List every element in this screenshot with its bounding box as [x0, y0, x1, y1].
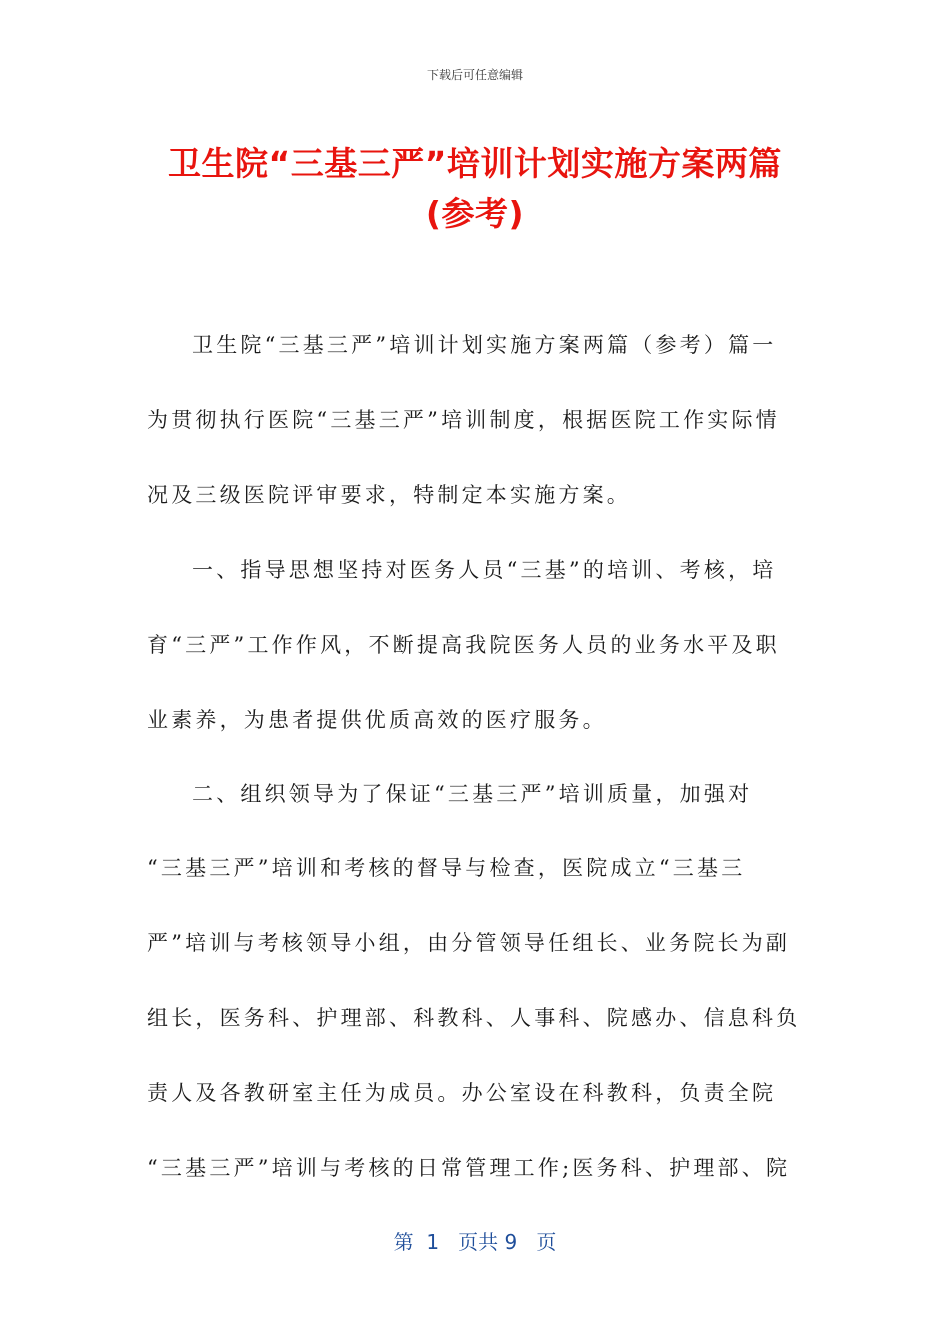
body-line-11: 责人及各教研室主任为成员。办公室设在科教科，负责全院: [147, 1081, 777, 1105]
body-line-9: 严”培训与考核领导小组，由分管领导任组长、业务院长为副: [147, 931, 791, 955]
header-note: 下载后可任意编辑: [426, 68, 523, 82]
body-line-3: 况及三级医院评审要求，特制定本实施方案。: [147, 483, 631, 507]
body-line-7: 二、组织领导为了保证“三基三严”培训质量，加强对: [192, 782, 753, 806]
body-line-12: “三基三严”培训与考核的日常管理工作;医务科、护理部、院: [147, 1156, 791, 1180]
document-title-line-1: 卫生院“三基三严”培训计划实施方案两篇: [168, 144, 782, 183]
document-title-line-2: (参考): [425, 194, 525, 233]
page-number-footer: 第 1 页共 9 页: [393, 1230, 557, 1254]
body-line-10: 组长，医务科、护理部、科教科、人事科、院感办、信息科负: [147, 1006, 801, 1030]
body-line-4: 一、指导思想坚持对医务人员“三基”的培训、考核，培: [192, 558, 777, 582]
body-line-5: 育“三严”工作作风，不断提高我院医务人员的业务水平及职: [147, 633, 780, 657]
body-line-2: 为贯彻执行医院“三基三严”培训制度，根据医院工作实际情: [147, 408, 780, 432]
body-line-8: “三基三严”培训和考核的督导与检查，医院成立“三基三: [147, 856, 746, 880]
body-line-1: 卫生院“三基三严”培训计划实施方案两篇（参考）篇一: [192, 333, 777, 357]
body-line-6: 业素养，为患者提供优质高效的医疗服务。: [147, 708, 607, 732]
